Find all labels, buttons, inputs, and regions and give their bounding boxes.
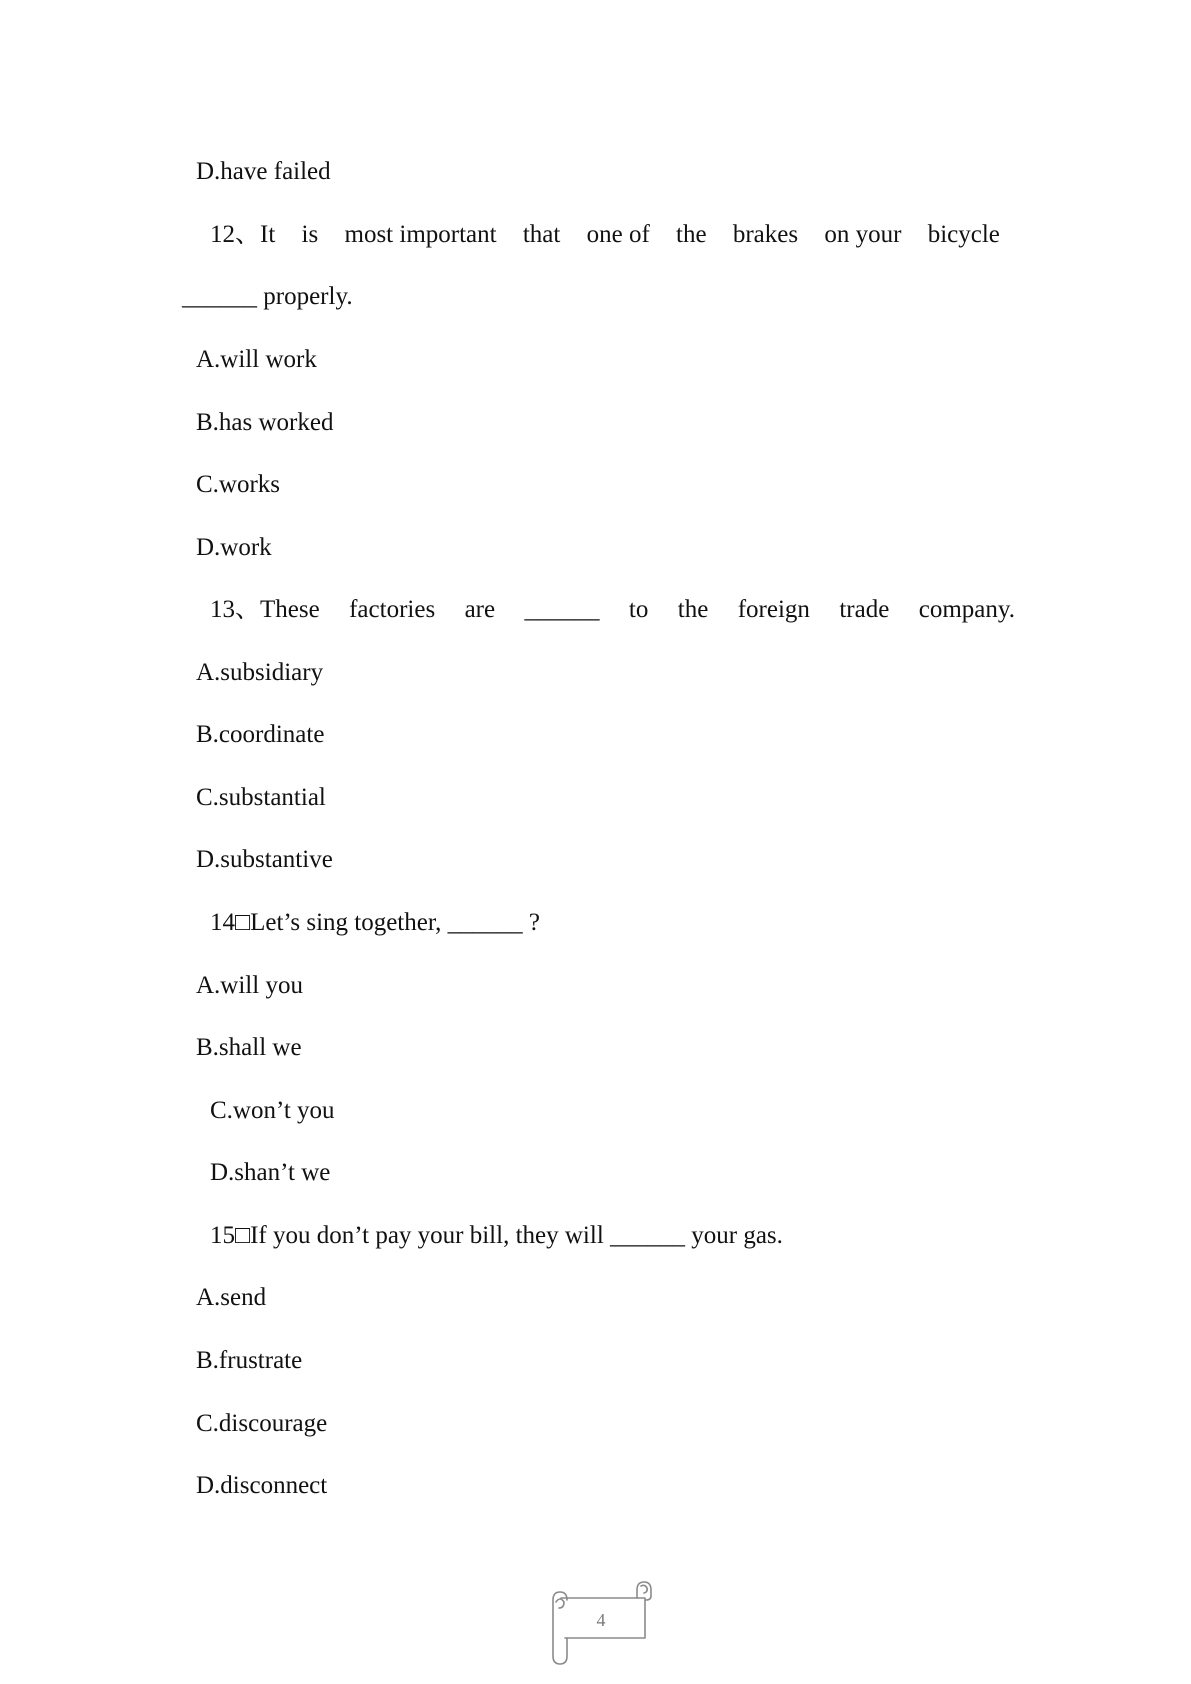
q12-stem-word: the [676, 221, 707, 248]
q13-stem [210, 595, 1015, 625]
q13-stem-word: the [677, 596, 709, 623]
q13-option-b: B.coordinate [196, 721, 325, 748]
q13-option-a: A.subsidiary [196, 659, 324, 686]
q13-stem-word: factories [349, 596, 436, 623]
q13-stem-word: company. [918, 596, 1015, 623]
q13-stem-word: ______ [524, 596, 600, 623]
q12-stem-line2: ______ properly. [182, 283, 353, 310]
q12-stem-word: on your [824, 221, 902, 248]
q13-option-d: D.substantive [196, 846, 333, 873]
q12-option-b: B.has worked [196, 409, 334, 436]
q15-option-d: D.disconnect [196, 1472, 328, 1499]
page-number-badge [545, 1578, 657, 1668]
q15-option-c: C.discourage [196, 1410, 328, 1437]
q15-option-b: B.frustrate [196, 1347, 303, 1374]
q15-option-a: A.send [196, 1284, 267, 1311]
q12-stem-word: 12、It [210, 221, 276, 248]
q15-stem: 15□If you don’t pay your bill, they will ______ your gas. [210, 1222, 783, 1249]
q11-option-d: D.have failed [196, 158, 331, 185]
q14-option-b: B.shall we [196, 1034, 302, 1061]
q14-option-d: D.shan’t we [210, 1159, 331, 1186]
q14-stem: 14□Let’s sing together, ______ ? [210, 909, 541, 936]
q12-stem-word: is [301, 221, 319, 248]
q13-stem-word: 13、These [210, 596, 320, 623]
q12-option-a: A.will work [196, 346, 317, 373]
q12-stem-word: one of [586, 221, 650, 248]
q12-stem-word: brakes [732, 221, 799, 248]
page-number: 4 [596, 1610, 606, 1630]
q13-stem-word: trade [839, 596, 890, 623]
q12-option-d: D.work [196, 534, 272, 561]
q12-stem-line1 [210, 220, 1000, 250]
q14-option-c: C.won’t you [210, 1097, 335, 1124]
q13-stem-word: are [464, 596, 496, 623]
q13-stem-word: foreign [737, 596, 810, 623]
q14-option-a: A.will you [196, 972, 303, 999]
q13-stem-word: to [628, 596, 649, 623]
q13-option-c: C.substantial [196, 784, 326, 811]
q12-stem-word: bicycle [927, 221, 1000, 248]
q12-option-c: C.works [196, 471, 281, 498]
q12-stem-word: most important [344, 221, 497, 248]
q12-stem-word: that [522, 221, 561, 248]
